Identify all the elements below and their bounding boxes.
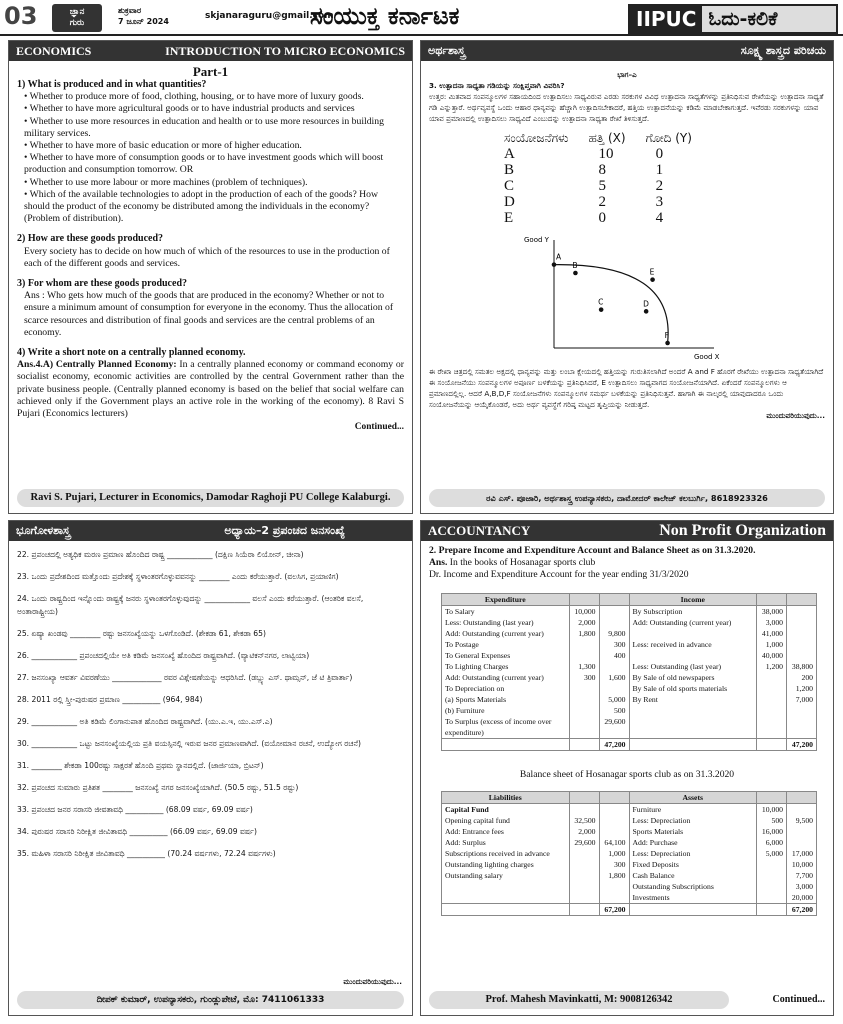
class-label: IIPUC: [630, 6, 702, 32]
table-cell: [569, 804, 599, 816]
subject-label: ಭೂಗೋಳಶಾಸ್ತ್ರ: [16, 524, 71, 537]
point-f: [665, 341, 670, 346]
bullet-point: • Whether to use more resources in education and health or to use more resources in building military services.: [24, 115, 384, 139]
chapter-label: INTRODUCTION TO MICRO ECONOMICS: [165, 43, 405, 58]
table-cell: [569, 848, 599, 859]
table-header: [599, 594, 629, 606]
article-header: [421, 41, 833, 61]
table-cell: 300: [599, 639, 629, 650]
table-cell: 1,000: [599, 848, 629, 859]
table-cell: 41,000: [757, 628, 787, 639]
table-header: [787, 594, 817, 606]
table-cell: 6,000: [757, 837, 787, 848]
table-cell: Investments: [629, 892, 757, 904]
table-cell: [569, 859, 599, 870]
section-ribbon: [628, 4, 838, 34]
table-cell: [787, 628, 817, 639]
table-header: [599, 792, 629, 804]
table-row: [504, 162, 712, 178]
total-cell: [442, 739, 570, 751]
table-cell: By Subscription: [629, 606, 757, 618]
bullet-point: • Whether to use more labour or more machines (problem of techniques).: [24, 176, 308, 188]
continued-note: Continued...: [772, 993, 825, 1005]
table-cell: [787, 650, 817, 661]
table-cell: (b) Furniture: [442, 705, 570, 716]
chart-explanation: ಈ ರೇಖಾ ಚಿತ್ರದಲ್ಲಿ ಸಮತಲ ಅಕ್ಷದಲ್ಲಿ ಧಾನ್ಯವನ್ನು ಮತ್ತು ಲಂಬಾ ಕ್ಷೇಯದಲ್ಲಿ ಹತ್ತಿಯನ್ನು ಗುರುತಿಸಲಾಗಿದೆ ಅಂದರೆ A and F ಹೊರಗೆ ರೇಖೆಯು ಉತ್ಪಾದನಾ ಸಾಧ್ಯತೆಯಾಗಿದೆ ಈ ಸಂಯೋಜನೆಯು ಸಂಪನ್ಮೂಲಗಳ ಅಪೂರ್ಣ ಬಳಕೆಯನ್ನು ಪ್ರತಿನಿಧಿಸಿದರೆ, E ಉತ್ಪಾದಿಸಲು ಸಾಧ್ಯವಾಗದ ಸಂಯೋಜನೆಯಾಗಿದೆ. ಏಕೆಂದರೆ ಸಂಪನ್ಮೂಲಗಳು ಆ ಪ್ರಮಾಣದಲ್ಲಿಲ್ಲ. ಆದರೆ A,B,D,F ಸಂಯೋಜನೆಗಳು ಸಂಪನ್ಮೂಲಗಳ ಸಮರ್ಥ ಬಳಕೆಯನ್ನು ಪ್ರತಿನಿಧಿಸುತ್ತವೆ. ಹಾಗಾಗಿ ಈ ನಾಲ್ಕರಲ್ಲಿ ಯಾವುದಾದರೂ ಒಂದು ಸಂಯೋಜನೆಯನ್ನು ಆಯ್ಕೆಕೊಂಡರೆ, ಅದು ಅರ್ಥ ವ್ಯವಸ್ಥೆಗೆ ಗರಿಷ್ಠ ಮಟ್ಟದ ತೃಪ್ತಿಯನ್ನು ನೀಡುತ್ತದೆ.: [429, 367, 824, 409]
table-header: [787, 792, 817, 804]
table-cell: 1,600: [599, 672, 629, 683]
balance-sheet: [441, 791, 817, 916]
table-cell: [757, 892, 787, 904]
point-d: [644, 309, 649, 314]
question-item: 28. 2011 ರಲ್ಲಿ ಸ್ತ್ರೀ-ಪುರುಷರ ಪ್ರಮಾಣ __________ (964, 984): [17, 695, 203, 704]
table-cell: 20,000: [787, 892, 817, 904]
subject-label: ECONOMICS: [16, 43, 92, 58]
table-cell: [757, 694, 787, 705]
table-header: Liabilities: [442, 792, 570, 804]
table-row: [442, 716, 817, 739]
table-cell: By Sale of old newspapers: [629, 672, 757, 683]
table-row: [504, 146, 712, 162]
table-row: [442, 650, 817, 661]
bullet-point: • Whether to have more agricultural goods or to have industrial products and services: [24, 103, 355, 115]
economics-article: [8, 40, 413, 514]
table-cell: Add: Outstanding (current year): [442, 672, 570, 683]
table-cell: Less: Outstanding (last year): [442, 617, 570, 628]
point-e: [650, 277, 655, 282]
table-cell: [569, 870, 599, 881]
table-cell: [757, 870, 787, 881]
balance-sheet-table: [441, 791, 817, 916]
table-header: [569, 594, 599, 606]
table-cell: Add: Outstanding (current year): [442, 628, 570, 639]
table-cell: 3: [655, 194, 664, 210]
table-cell: 400: [599, 650, 629, 661]
total-cell: [629, 904, 757, 916]
table-cell: [569, 639, 599, 650]
table-row: [442, 672, 817, 683]
table-cell: By Sale of old sports materials: [629, 683, 757, 694]
total-cell: [629, 739, 757, 751]
table-cell: 10,000: [787, 859, 817, 870]
table-cell: Less: Depreciation: [629, 815, 757, 826]
total-cell: [569, 904, 599, 916]
table-cell: [757, 859, 787, 870]
table-cell: E: [504, 210, 514, 226]
table-cell: Opening capital fund: [442, 815, 570, 826]
question-item: 29. ____________ ಅತಿ ಕಡಿಮೆ ಲಿಂಗಾನುಪಾತ ಹೊಂದಿದ ರಾಷ್ಟ್ರವಾಗಿದೆ. (ಯು.ಎ.ಇ, ಯು.ಎಸ್.ಎ): [17, 717, 273, 726]
continued-note: Continued...: [354, 422, 404, 433]
table-cell: 3,000: [757, 617, 787, 628]
table-cell: 38,800: [787, 661, 817, 672]
table-cell: B: [504, 162, 515, 178]
accountancy-footer-row: [429, 991, 825, 1009]
table-row: [442, 705, 817, 716]
table-cell: 3,000: [787, 881, 817, 892]
table-row: [442, 837, 817, 848]
chapter-label: Non Profit Organization: [659, 522, 826, 539]
economics-kannada-article: [420, 40, 834, 514]
table-cell: 1,000: [757, 639, 787, 650]
point-label-c: C: [598, 297, 604, 307]
table-row: [442, 826, 817, 837]
table-cell: 17,000: [787, 848, 817, 859]
table-cell: [629, 628, 757, 639]
table-cell: [787, 705, 817, 716]
table-cell: 1: [655, 162, 664, 178]
table-row: [442, 661, 817, 672]
total-cell: [757, 904, 787, 916]
table-row: [442, 815, 817, 826]
page-number: 03: [4, 2, 38, 30]
table-row: [442, 639, 817, 650]
table-cell: Add: Outstanding (current year): [629, 617, 757, 628]
table-cell: To Postage: [442, 639, 570, 650]
question-list: [9, 541, 412, 873]
table-cell: 7,700: [787, 870, 817, 881]
table-cell: To Depreciation on: [442, 683, 570, 694]
question-item: 32. ಪ್ರಪಂಚದ ಸುಮಾರು ಪ್ರತಿಶತ ________ ಜನಸಂಖ್ಯೆ ನಗರ ಜನಸಂಖ್ಯೆಯಾಗಿದೆ. (50.5 ರಷ್ಟು, 51.5 ರಷ್ಟು): [17, 783, 299, 792]
table-cell: 5: [598, 178, 606, 194]
table-cell: 5,000: [757, 848, 787, 859]
table-cell: C: [504, 178, 515, 194]
table-cell: [569, 683, 599, 694]
bullet-point: • Whether to have more of basic education or more of higher education.: [24, 140, 302, 151]
table-cell: [599, 826, 629, 837]
point-b: [573, 271, 578, 276]
table-cell: [599, 881, 629, 892]
table-header: ಹತ್ತಿ (X): [588, 131, 626, 145]
table-header: [757, 594, 787, 606]
table-cell: [442, 881, 570, 892]
table-row: [442, 881, 817, 892]
table-cell: Cash Balance: [629, 870, 757, 881]
total-cell: 47,200: [599, 739, 629, 751]
table-header-row: [442, 792, 817, 804]
income-expenditure-account: [441, 593, 817, 751]
table-cell: [787, 639, 817, 650]
answer-text: ಉತ್ತರ: ಮಿತವಾದ ಸಂಪನ್ಮೂಲಗಳ ಸಹಾಯದಿಂದ ಉತ್ಪಾದಿಸಲು ಸಾಧ್ಯವಿರುವ ಎರಡು ಸರಕುಗಳ ವಿವಿಧ ಉತ್ಪಾದನಾ ಸಾಧ್ಯತೆಗಳನ್ನು ಪ್ರತಿನಿಧಿಸುವ ರೇಖೆಯನ್ನು ಉತ್ಪಾದನಾ ಸಾಧ್ಯತೆ ಗಡಿ ಎನ್ನುತ್ತಾರೆ. ಅರ್ಥವ್ಯವಸ್ಥೆ ಒಂದು ಆಹಾರ ಧಾನ್ಯವನ್ನು ಹೆಚ್ಚಾಗಿ ಉತ್ಪಾದಿಸಬೇಕಾದರೆ, ಹತ್ತಿಯ ಉತ್ಪಾದನೆಯನ್ನು ಕಡಿಮೆ ಮಾಡಬೇಕಾಗುತ್ತದೆ. ಇವೆರಡು ಸರಕುಗಳನ್ನು ಯಾವ ಯಾವ ಪ್ರಮಾಣದಲ್ಲಿ ಉತ್ಪಾದಿಸಲು ಸಾಧ್ಯವಿದೆ ಎಂಬುದನ್ನು ಉತ್ಪಾದನಾ ಸಾಧ್ಯತಾ ರೇಖೆ ತಿಳಿಸುತ್ತದೆ.: [429, 92, 824, 123]
table-header-row: [442, 594, 817, 606]
geography-article: [8, 520, 413, 1016]
table-cell: 2,000: [569, 826, 599, 837]
table-row: [504, 210, 712, 226]
continued-note: ಮುಂದುವರಿಯುವುದು...: [766, 411, 825, 420]
table-cell: 2: [598, 194, 606, 210]
table-cell: [599, 617, 629, 628]
table-cell: 5,000: [599, 694, 629, 705]
table-cell: [787, 617, 817, 628]
table-cell: 2: [655, 178, 664, 194]
bullet-point: • Which of the available technologies to adopt in the production of each of the goods? How should the product of the economy be distributed among the individuals in the economy? (Problem of distribution).: [24, 188, 379, 225]
issue-date: ಶುಕ್ರವಾರ 7 ಜೂನ್ 2024: [118, 6, 169, 26]
table-cell: Sports Materials: [629, 826, 757, 837]
table-row: [442, 606, 817, 618]
table-row: [442, 694, 817, 705]
article-header: [9, 41, 412, 61]
table-header: [569, 792, 599, 804]
question-item: 30. ____________ ಒಟ್ಟು ಜನಸಂಖ್ಯೆಯಲ್ಲಿಯ ಪ್ರತಿ ವಯಸ್ಸಿನಲ್ಲಿ ಇರುವ ಜನರ ಪ್ರಮಾಣವಾಗಿದೆ. (ವಯೋಮಾನ ರಚನೆ, ಉದ್ಯೋಗ ರಚನೆ): [17, 739, 361, 748]
question: 3. ಉತ್ಪಾದನಾ ಸಾಧ್ಯತಾ ಗಡಿಯನ್ನು ಸಂಕ್ಷಿಪ್ತವಾಗಿ ವಿವರಿಸಿ?: [429, 81, 565, 90]
author-footer: Ravi S. Pujari, Lecturer in Economics, Damodar Raghoji PU College Kalaburgi.: [17, 489, 404, 507]
table-cell: 2,000: [569, 617, 599, 628]
table-cell: [787, 837, 817, 848]
total-cell: [442, 904, 570, 916]
question-1: 1) What is produced and in what quantities?: [17, 79, 207, 90]
table-cell: [787, 826, 817, 837]
question-item: 27. ಜನಸಂಖ್ಯಾ ಆವರ್ತ ವಿವರಣೆಯು _____________ ರವರ ವಿಶ್ಲೇಷಣೆಯನ್ನು ಆಧರಿಸಿದೆ. (ಡಬ್ಲ್ಯು ಎಸ್. ಥಾಮ್ಸನ್, ಜೆ ಟಿ ತ್ರಿವಾರ್ತಾ): [17, 673, 353, 682]
balance-sheet-title: Balance sheet of Hosanagar sports club as on 31.3.2020: [519, 769, 735, 780]
table-cell: Outstanding Subscriptions: [629, 881, 757, 892]
table-header: Assets: [629, 792, 757, 804]
table-cell: [599, 892, 629, 904]
table-cell: D: [504, 194, 515, 210]
section-label: ಓದು-ಕಲಿಕೆ: [708, 8, 778, 30]
total-cell: 67,200: [599, 904, 629, 916]
table-cell: 500: [757, 815, 787, 826]
table-cell: [599, 606, 629, 618]
table-row: [442, 848, 817, 859]
table-cell: 10,000: [569, 606, 599, 618]
chapter-label: ಸೂಕ್ಷ್ಮ ಶಾಸ್ತ್ರದ ಪರಿಚಯ: [740, 44, 826, 57]
table-cell: [599, 661, 629, 672]
table-cell: 300: [569, 672, 599, 683]
table-cell: To Lighting Charges: [442, 661, 570, 672]
total-cell: 67,200: [787, 904, 817, 916]
article-header: [421, 521, 833, 541]
table-cell: [569, 694, 599, 705]
account-title: Dr. Income and Expenditure Account for the year ending 31/3/2020: [429, 569, 689, 580]
ppc-chart: [514, 230, 814, 362]
table-cell: [787, 716, 817, 739]
point-label-a: A: [556, 252, 562, 262]
table-cell: 64,100: [599, 837, 629, 848]
table-cell: 1,800: [599, 870, 629, 881]
table-row: [442, 892, 817, 904]
table-cell: 0: [655, 146, 664, 162]
table-cell: [757, 683, 787, 694]
question-item: 31. ________ ಶೇಕಡಾ 100ರಷ್ಟು ಸಾಕ್ಷರತೆ ಹೊಂದಿ ಪ್ರಥಮ ಸ್ಥಾನದಲ್ಲಿದೆ. (ಜಾರ್ಜಿಯಾ, ಬ್ರಿಟನ್): [17, 761, 264, 770]
table-cell: A: [504, 146, 515, 162]
point-a: [552, 262, 557, 267]
table-cell: [569, 892, 599, 904]
table-cell: 1,300: [569, 661, 599, 672]
table-cell: 1,200: [757, 661, 787, 672]
y-axis-label: Good Y: [524, 236, 549, 244]
table-cell: To Salary: [442, 606, 570, 618]
question-4: 4) Write a short note on a centrally planned economy.: [17, 347, 246, 359]
question-item: 23. ಒಂದು ಪ್ರದೇಶದಿಂದ ಮತ್ತೊಂದು ಪ್ರದೇಶಕ್ಕೆ ಸ್ಥಳಾಂತರಗೊಳ್ಳುವವನನ್ನು ________ ಎಂದು ಕರೆಯುತ್ತಾರೆ. (ವಲಸಿಗ, ಪ್ರಯಾಣಿಗ): [17, 572, 339, 581]
table-header: [757, 792, 787, 804]
point-c: [599, 307, 604, 312]
table-cell: Add: Surplus: [442, 837, 570, 848]
table-cell: [569, 716, 599, 739]
table-cell: [629, 716, 757, 739]
table-cell: [757, 705, 787, 716]
table-cell: 8: [598, 162, 606, 178]
table-cell: [599, 815, 629, 826]
table-cell: 9,800: [599, 628, 629, 639]
table-cell: 29,600: [599, 716, 629, 739]
table-cell: 9,500: [787, 815, 817, 826]
question: 2. Prepare Income and Expenditure Account and Balance Sheet as on 31.3.2020.: [429, 545, 756, 556]
table-cell: [599, 683, 629, 694]
point-label-e: E: [649, 267, 655, 277]
x-axis-label: Good X: [694, 353, 720, 361]
table-cell: Outstanding lighting charges: [442, 859, 570, 870]
table-cell: [757, 672, 787, 683]
table-cell: 4: [655, 210, 664, 226]
total-cell: [757, 739, 787, 751]
table-cell: [569, 650, 599, 661]
table-cell: 7,000: [787, 694, 817, 705]
table-cell: 29,600: [569, 837, 599, 848]
table-cell: 200: [787, 672, 817, 683]
table-cell: Fixed Deposits: [629, 859, 757, 870]
table-header: ಗೋದಿ (Y): [645, 131, 692, 145]
table-cell: [787, 606, 817, 618]
question-item: 34. ಪುರುಷರ ಸರಾಸರಿ ನಿರೀಕ್ಷಿತ ಜೀವಿತಾವಧಿ __________ (66.09 ವರ್ಷ, 69.09 ವರ್ಷ): [17, 827, 257, 836]
table-header: ಸಂಯೋಜನೆಗಳು: [504, 131, 569, 145]
table-cell: Less: received in advance: [629, 639, 757, 650]
table-cell: 0: [598, 210, 606, 226]
table-row: [504, 178, 712, 194]
supplement-logo: ಜ್ಞಾನ ಗುರು: [52, 4, 102, 32]
part-heading: ಭಾಗ–ಎ: [617, 70, 637, 79]
table-cell: 10,000: [757, 804, 787, 816]
table-cell: 500: [599, 705, 629, 716]
subject-label: ಅರ್ಥಶಾಸ್ತ್ರ: [428, 44, 466, 57]
bullet-point: • Whether to produce more of food, clothing, housing, or to have more of luxury goods.: [24, 91, 364, 103]
table-cell: [757, 881, 787, 892]
question-item: 35. ಮಹಿಳಾ ಸರಾಸರಿ ನಿರೀಕ್ಷಿತ ಜೀವಿತಾವಧಿ __________ (70.24 ವರ್ಷಗಳು, 72.24 ವರ್ಷಗಳು): [17, 849, 276, 858]
table-cell: 40,000: [757, 650, 787, 661]
table-cell: By Rent: [629, 694, 757, 705]
table-cell: [629, 705, 757, 716]
total-row: [442, 904, 817, 916]
total-row: [442, 739, 817, 751]
table-cell: 300: [599, 859, 629, 870]
table-cell: [629, 650, 757, 661]
table-row: [442, 859, 817, 870]
table-cell: Less: Outstanding (last year): [629, 661, 757, 672]
table-cell: To Surplus (excess of income over expenditure): [442, 716, 570, 739]
question-item: 33. ಪ್ರಪಂಚದ ಜನರ ಸರಾಸರಿ ಜೀವತಾವಧಿ __________ (68.09 ವರ್ಷ, 69.09 ವರ್ಷ): [17, 805, 253, 814]
total-cell: [569, 739, 599, 751]
question-item: 25. ಏಷ್ಯಾ ಖಂಡವು ________ ರಷ್ಟು ಜನಸಂಖ್ಯೆಯನ್ನು ಒಳಗೊಂಡಿದೆ. (ಶೇಕಡಾ 61, ಶೇಕಡಾ 65): [17, 629, 266, 638]
table-cell: (a) Sports Materials: [442, 694, 570, 705]
point-label-f: F: [664, 331, 669, 340]
contact-email: skjanaraguru@gmail.com: [205, 11, 334, 21]
continued-note: ಮುಂದುವರಿಯುವುದು...: [343, 977, 402, 986]
table-cell: [757, 716, 787, 739]
bullet-point: • Whether to have more of consumption goods or to have investment goods which will boost production and consumption tomorrow. OR: [24, 152, 384, 176]
question-item: 26. ____________ ಪ್ರಪಂಚದಲ್ಲಿಯೇ ಅತಿ ಕಡಿಮೆ ಜನಸಂಖ್ಯೆ ಹೊಂದಿದ ರಾಷ್ಟ್ರವಾಗಿದೆ. (ವ್ಯಾಟಿಕನ್‌ನಗರ, ಲಾಟ್ವಿಯಾ): [17, 651, 310, 660]
table-cell: [442, 892, 570, 904]
question-item: 24. ಒಂದು ರಾಷ್ಟ್ರದಿಂದ ಇನ್ನೊಂದು ರಾಷ್ಟ್ರಕ್ಕೆ ಜನರು ಸ್ಥಳಾಂತರಗೊಳ್ಳುವುದನ್ನು ____________ ವಲಸೆ ಎಂದು ಕರೆಯುತ್ತಾರೆ. (ಆಂತರಿಕ ವಲಸೆ, ಅಂತಾರಾಷ್ಟ್ರೀಯ): [17, 594, 364, 616]
author-footer: Prof. Mahesh Mavinkatti, M: 9008126342: [429, 991, 729, 1009]
table-cell: 1,200: [787, 683, 817, 694]
table-cell: Capital Fund: [442, 804, 570, 816]
table-cell: [569, 881, 599, 892]
table-row: [442, 683, 817, 694]
point-label-b: B: [572, 261, 578, 270]
table-cell: Furniture: [629, 804, 757, 816]
question-item: 22. ಪ್ರಪಂಚದಲ್ಲಿ ಅತ್ಯಧಿಕ ಮರಣ ಪ್ರಮಾಣ ಹೊಂದಿದ ರಾಷ್ಟ್ರ ____________ (ದಕ್ಷಿಣ ಸಿಯೆರಾ ಲಿಯೋನ್, ಚೀನಾ): [17, 550, 304, 559]
table-cell: Outstanding salary: [442, 870, 570, 881]
table-row: [442, 617, 817, 628]
article-header: [9, 521, 412, 541]
total-cell: 47,200: [787, 739, 817, 751]
table-cell: [569, 705, 599, 716]
table-header: Income: [629, 594, 757, 606]
table-cell: Less: Depreciation: [629, 848, 757, 859]
table-cell: 32,500: [569, 815, 599, 826]
part-heading: Part-1: [192, 64, 229, 79]
point-label-d: D: [643, 299, 649, 309]
subject-label: ACCOUNTANCY: [428, 523, 531, 538]
newspaper-name: ಸಂಯುಕ್ತ ಕರ್ನಾಟಕ: [310, 2, 460, 30]
question-2-answer: Every society has to decide on how much of which of the resources to use in the production of each of the different goods and services.: [24, 245, 390, 269]
chapter-label: ಅಧ್ಯಾಯ–2 ಪ್ರಪಂಚದ ಜನಸಂಖ್ಯೆ: [224, 524, 345, 537]
accountancy-article: [420, 520, 834, 1016]
table-header: Expenditure: [442, 594, 570, 606]
question-1-points: [17, 91, 404, 225]
table-cell: 38,000: [757, 606, 787, 618]
table-row: [442, 804, 817, 816]
question-3-answer: Ans : Who gets how much of the goods that are produced in the economy? Whether or not to ensure a minimum amount of consumption for everyone in the economy. Thus the allocation of scarce resources and distribution of final goods and services are the central problems of an economy.: [24, 290, 394, 338]
table-row: [442, 628, 817, 639]
question-2: 2) How are these goods produced?: [17, 233, 164, 245]
table-cell: To General Expenses: [442, 650, 570, 661]
table-cell: 1,800: [569, 628, 599, 639]
income-expenditure-table: [441, 593, 817, 751]
table-cell: 10: [598, 146, 614, 162]
answer-intro: Ans. In the books of Hosanagar sports club: [429, 557, 596, 568]
author-footer: ರವಿ ಎಸ್. ಪೂಜಾರಿ, ಅರ್ಥಶಾಸ್ತ್ರ ಉಪನ್ಯಾಸಕರು, ದಾಮೋದರ್ ಕಾಲೇಜ್ ಕಲಬುರ್ಗಿ, 8618923326: [429, 489, 825, 507]
table-cell: [599, 804, 629, 816]
table-cell: Add: Purchase: [629, 837, 757, 848]
question-4-answer: Ans.4.A) Centrally Planned Economy: In a centrally planned economy or command economy or socialist economy, economic activities are controlled by the central Government rather than the private business people. (Centrally planned economy is based on the belief that social welfare can achieved only if the Government plays an active role in the working of the economy). 8 Ravi S Pujari (Economics lecturers): [17, 359, 404, 420]
question-3: 3) For whom are these goods produced?: [17, 278, 187, 290]
author-footer: ದೀಪಕ್ ಕುಮಾರ್, ಉಪನ್ಯಾಸಕರು, ಗುಂಡ್ಲುಪೇಟೆ, ಮೊ: 7411061333: [17, 991, 404, 1009]
ppc-schedule-table: [504, 130, 712, 226]
table-cell: Subscriptions received in advance: [442, 848, 570, 859]
table-cell: 16,000: [757, 826, 787, 837]
table-cell: Add: Entrance fees: [442, 826, 570, 837]
table-row: [504, 194, 712, 210]
table-row: [442, 870, 817, 881]
table-cell: [787, 804, 817, 816]
masthead: [0, 0, 843, 36]
